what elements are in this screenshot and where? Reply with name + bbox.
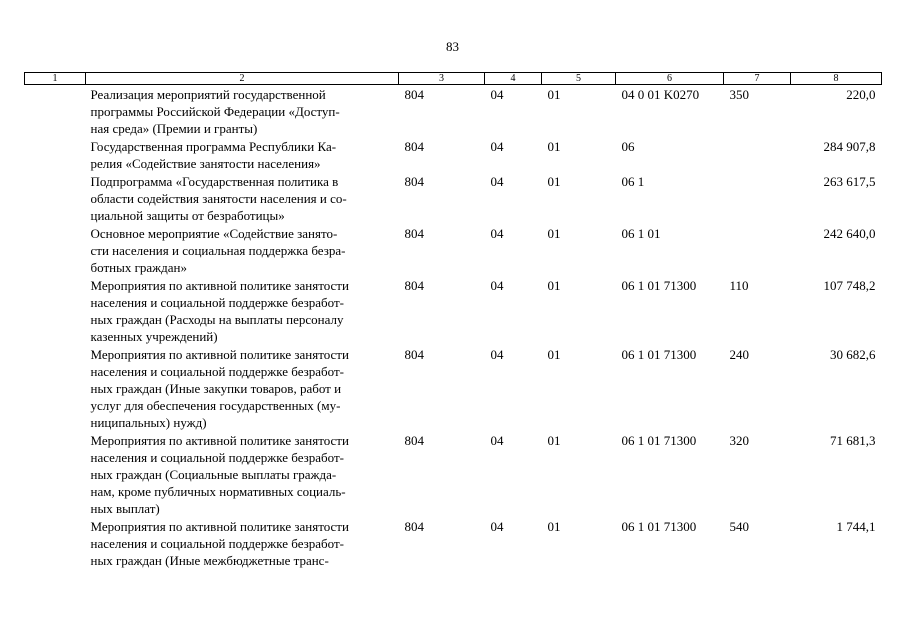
header-col-5: 5 [542, 73, 616, 85]
table-row [25, 431, 882, 517]
header-col-2: 2 [86, 73, 399, 85]
description-line: Мероприятия по активной политике занятости [90, 278, 349, 293]
cell-section-code: 04 [490, 519, 504, 534]
description-line: населения и социальной поддержке безработ- [90, 536, 344, 551]
cell-ministry-code: 804 [404, 139, 424, 154]
description-line: Подпрограмма «Государственная политика в [90, 174, 339, 189]
page-number: 83 [446, 39, 459, 54]
cell-description [86, 276, 399, 345]
cell-amount: 71 681,3 [830, 433, 876, 448]
cell-section-code: 04 [490, 433, 504, 448]
description-line: программы Российской Федерации «Доступ- [90, 104, 340, 119]
description-line: ниципальных) нужд) [90, 415, 207, 430]
header-col-6: 6 [616, 73, 724, 85]
cell-section-code: 04 [490, 139, 504, 154]
cell-col-1 [25, 224, 86, 276]
description-line: области содействия занятости населения и со- [90, 191, 347, 206]
cell-description [86, 517, 399, 569]
cell-expense-type: 540 [729, 519, 749, 534]
table-row [25, 224, 882, 276]
cell-description [86, 224, 399, 276]
cell-target-article: 06 1 01 71300 [621, 347, 697, 362]
description-line: ная среда» (Премии и гранты) [90, 121, 258, 136]
header-col-7: 7 [724, 73, 791, 85]
cell-subsection-code: 01 [547, 433, 561, 448]
cell-col-1 [25, 85, 86, 138]
table-row [25, 85, 882, 138]
cell-subsection-code: 01 [547, 226, 561, 241]
cell-section-code: 04 [490, 347, 504, 362]
table-row [25, 517, 882, 569]
cell-amount: 263 617,5 [823, 174, 876, 189]
cell-amount: 284 907,8 [823, 139, 876, 154]
cell-amount: 220,0 [846, 87, 876, 102]
cell-description [86, 345, 399, 431]
cell-description [86, 85, 399, 138]
cell-expense-type: 240 [729, 347, 749, 362]
description-line: населения и социальной поддержке безработ- [90, 450, 344, 465]
cell-target-article: 06 1 01 71300 [621, 278, 697, 293]
cell-col-1 [25, 276, 86, 345]
cell-col-1 [25, 345, 86, 431]
description-line: ботных граждан» [90, 260, 187, 275]
description-line: казенных учреждений) [90, 329, 218, 344]
header-col-8: 8 [791, 73, 882, 85]
cell-ministry-code: 804 [404, 347, 424, 362]
description-line: ных граждан (Расходы на выплаты персоналу [90, 312, 344, 327]
cell-target-article: 06 1 01 71300 [621, 519, 697, 534]
cell-subsection-code: 01 [547, 278, 561, 293]
description-line: Реализация мероприятий государственной [90, 87, 326, 102]
cell-amount: 107 748,2 [823, 278, 876, 293]
cell-target-article: 06 1 01 [621, 226, 661, 241]
description-line: ных выплат) [90, 501, 160, 516]
cell-subsection-code: 01 [547, 139, 561, 154]
cell-description [86, 172, 399, 224]
cell-expense-type: 110 [729, 278, 749, 293]
description-line: Основное мероприятие «Содействие занято- [90, 226, 338, 241]
cell-target-article: 06 1 [621, 174, 645, 189]
cell-section-code: 04 [490, 87, 504, 102]
description-line: Мероприятия по активной политике занятости [90, 347, 349, 362]
description-line: релия «Содействие занятости населения» [90, 156, 321, 171]
cell-subsection-code: 01 [547, 174, 561, 189]
description-line: населения и социальной поддержке безработ- [90, 295, 344, 310]
description-line: нам, кроме публичных нормативных социаль- [90, 484, 346, 499]
cell-expense-type: 350 [729, 87, 749, 102]
cell-expense-type [724, 172, 791, 224]
cell-description [86, 137, 399, 172]
cell-section-code: 04 [490, 278, 504, 293]
cell-ministry-code: 804 [404, 519, 424, 534]
cell-ministry-code: 804 [404, 87, 424, 102]
cell-subsection-code: 01 [547, 519, 561, 534]
cell-section-code: 04 [490, 174, 504, 189]
header-col-1: 1 [25, 73, 86, 85]
cell-expense-type: 320 [729, 433, 749, 448]
cell-target-article: 06 [621, 139, 635, 154]
cell-subsection-code: 01 [547, 347, 561, 362]
cell-col-1 [25, 517, 86, 569]
description-line: Мероприятия по активной политике занятости [90, 433, 349, 448]
table-row [25, 345, 882, 431]
cell-expense-type [724, 224, 791, 276]
header-col-3: 3 [399, 73, 485, 85]
cell-amount: 1 744,1 [836, 519, 876, 534]
cell-ministry-code: 804 [404, 226, 424, 241]
cell-subsection-code: 01 [547, 87, 561, 102]
cell-col-1 [25, 172, 86, 224]
cell-col-1 [25, 137, 86, 172]
table-row [25, 276, 882, 345]
header-col-4: 4 [485, 73, 542, 85]
description-line: населения и социальной поддержке безработ- [90, 364, 344, 379]
description-line: ных граждан (Иные межбюджетные транс- [90, 553, 329, 568]
cell-ministry-code: 804 [404, 278, 424, 293]
cell-target-article: 06 1 01 71300 [621, 433, 697, 448]
cell-target-article: 04 0 01 K0270 [621, 87, 700, 102]
description-line: ных граждан (Социальные выплаты гражда- [90, 467, 337, 482]
description-line: циальной защиты от безработицы» [90, 208, 285, 223]
table-row [25, 137, 882, 172]
description-line: услуг для обеспечения государственных (му- [90, 398, 341, 413]
cell-amount: 242 640,0 [823, 226, 876, 241]
description-line: Государственная программа Республики Ка- [90, 139, 337, 154]
table-body [25, 85, 882, 570]
cell-section-code: 04 [490, 226, 504, 241]
cell-expense-type [724, 137, 791, 172]
cell-ministry-code: 804 [404, 174, 424, 189]
cell-ministry-code: 804 [404, 433, 424, 448]
cell-col-1 [25, 431, 86, 517]
table-row [25, 172, 882, 224]
description-line: ных граждан (Иные закупки товаров, работ и [90, 381, 342, 396]
cell-description [86, 431, 399, 517]
budget-table [24, 72, 882, 569]
table-header-row [25, 73, 882, 85]
description-line: сти населения и социальная поддержка безра- [90, 243, 346, 258]
cell-amount: 30 682,6 [830, 347, 876, 362]
description-line: Мероприятия по активной политике занятости [90, 519, 349, 534]
